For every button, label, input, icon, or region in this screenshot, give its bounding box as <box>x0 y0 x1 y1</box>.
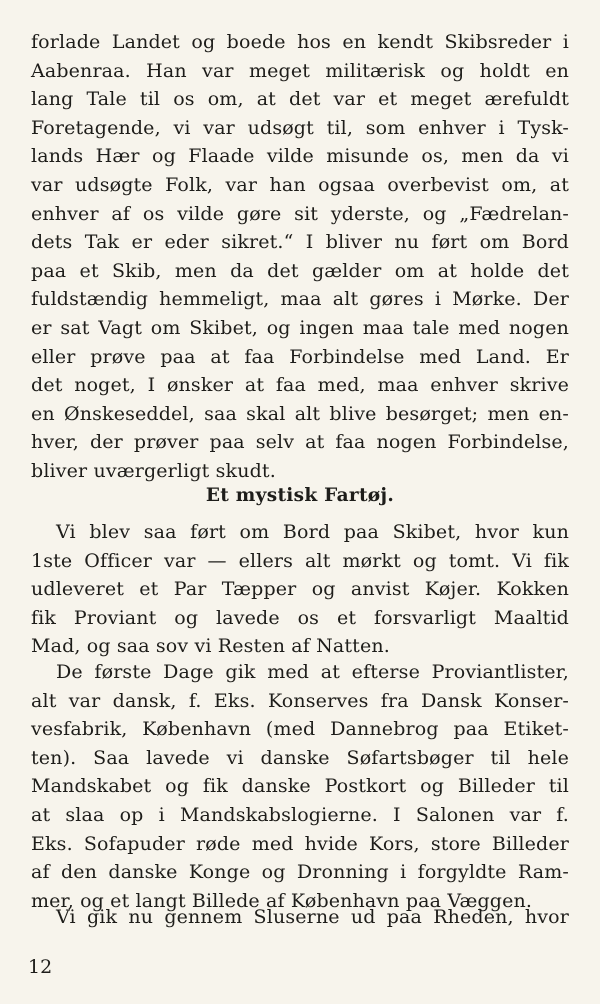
text-line: Aabenraa. Han var meget militærisk og holdt en <box>31 59 569 82</box>
text-line: udleveret et Par Tæpper og anvist Køjer. Kokken <box>31 578 569 601</box>
text-line: fuldstændig hemmeligt, maa alt gøres i Mørke. Der <box>31 288 569 311</box>
text-line: bliver uværgerligt skudt. <box>31 459 276 482</box>
text-line: Vi gik nu gennem Sluserne ud paa Rheden, hvor <box>56 906 569 928</box>
paragraph-2 <box>31 518 569 661</box>
text-line: alt var dansk, f. Eks. Konserves fra Dansk Konser- <box>31 689 569 712</box>
text-line: dets Tak er eder sikret.“ I bliver nu ført om Bord <box>31 231 569 254</box>
paragraph-1 <box>31 28 569 486</box>
text-line: Mad, og saa sov vi Resten af Natten. <box>31 635 390 658</box>
text-line: forlade Landet og boede hos en kendt Skibsreder i <box>31 31 569 53</box>
page-number: 12 <box>28 956 53 978</box>
text-line: enhver af os vilde gøre sit yderste, og „Fædrelan- <box>31 202 569 225</box>
section-heading: Et mystisk Fartøj. <box>205 485 395 506</box>
text-line: lands Hær og Flaade vilde misunde os, men da vi <box>31 145 569 168</box>
text-line: fik Proviant og lavede os et forsvarligt Maaltid <box>31 606 569 629</box>
paragraph-3 <box>31 658 569 915</box>
text-line: at slaa op i Mandskabslogierne. I Salonen var f. <box>31 803 569 826</box>
text-line: lang Tale til os om, at det var et meget ærefuldt <box>31 88 569 111</box>
text-line: ten). Saa lavede vi danske Søfartsbøger til hele <box>31 746 569 769</box>
text-line: paa et Skib, men da det gælder om at holde det <box>31 259 569 282</box>
text-line: De første Dage gik med at efterse Proviantlister, <box>56 661 569 683</box>
text-line: hver, der prøver paa selv at faa nogen Forbindelse, <box>31 431 569 454</box>
text-line: 1ste Officer var — ellers alt mørkt og tomt. Vi fik <box>31 549 569 572</box>
text-line: Foretagende, vi var udsøgt til, som enhver i Tysk- <box>31 116 569 139</box>
text-line: af den danske Konge og Dronning i forgyldte Ram- <box>31 861 569 884</box>
paragraph-4 <box>31 903 569 932</box>
text-line: Vi blev saa ført om Bord paa Skibet, hvor kun <box>56 521 569 543</box>
text-line: en Ønskeseddel, saa skal alt blive besørget; men en- <box>31 402 569 425</box>
text-line: det noget, I ønsker at faa med, maa enhver skrive <box>31 374 569 397</box>
text-line: er sat Vagt om Skibet, og ingen maa tale med nogen <box>31 316 569 339</box>
text-line: eller prøve paa at faa Forbindelse med Land. Er <box>31 345 569 368</box>
text-line: mer, og et langt Billede af København paa Væggen. <box>31 889 533 912</box>
text-line: var udsøgte Folk, var han ogsaa overbevist om, at <box>31 173 569 196</box>
text-line: Eks. Sofapuder røde med hvide Kors, store Billeder <box>31 832 569 855</box>
text-line: vesfabrik, København (med Dannebrog paa Etiket- <box>31 718 569 741</box>
text-line: Mandskabet og fik danske Postkort og Billeder til <box>31 775 569 798</box>
